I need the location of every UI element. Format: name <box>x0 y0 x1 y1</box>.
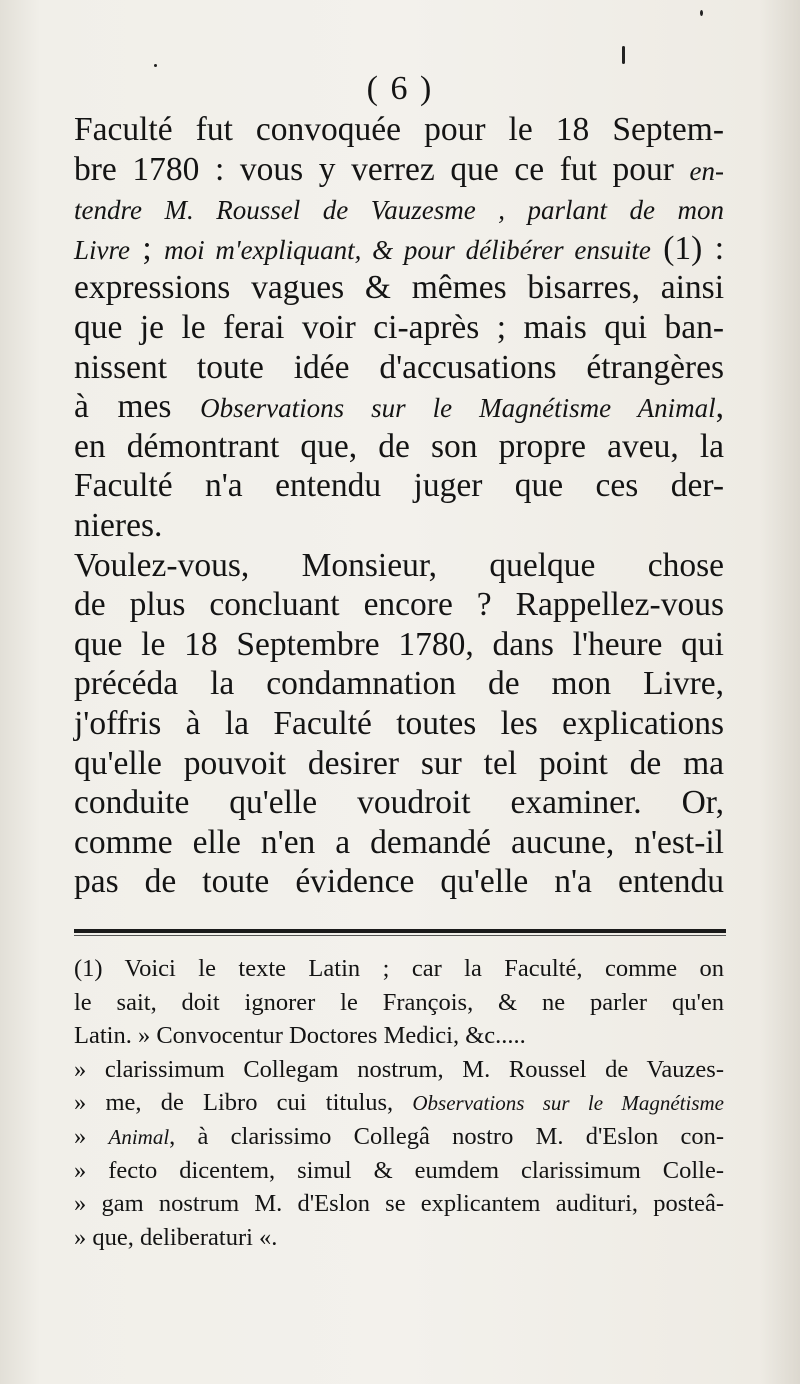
italic-text: Observations sur le Magnétisme <box>412 1091 724 1116</box>
footnote-text <box>74 952 724 1254</box>
text-segment: » fecto dicentem, simul & eumdem clarissimum Colle- <box>74 1156 724 1184</box>
footnote-line <box>74 1053 724 1087</box>
body-line <box>74 348 724 388</box>
italic-text: moi m'expliquant, & pour délibérer ensuite <box>164 234 651 265</box>
text-segment: qu'elle pouvoit desirer sur tel point de ma <box>74 744 724 782</box>
text-segment: conduite qu'elle voudroit examiner. Or, <box>74 784 724 822</box>
text-segment: à mes <box>74 388 201 426</box>
footnote-rule-thin <box>74 935 726 936</box>
body-line <box>74 783 724 823</box>
text-segment: comme elle n'en a demandé aucune, n'est-il <box>74 823 724 861</box>
body-line <box>74 625 724 665</box>
footnote-line <box>74 952 724 986</box>
body-line <box>74 506 724 546</box>
text-segment: de plus concluant encore ? Rappellez-vous <box>74 586 724 624</box>
ink-speck <box>622 46 625 64</box>
body-line <box>74 387 724 427</box>
text-segment: » gam nostrum M. d'Eslon se explicantem audituri, posteâ- <box>74 1190 724 1218</box>
text-segment: Latin. » Convocentur Doctores Medici, &c..... <box>74 1022 526 1050</box>
body-line <box>74 664 724 704</box>
body-line <box>74 823 724 863</box>
body-line <box>74 189 724 229</box>
text-segment: que le 18 Septembre 1780, dans l'heure qui <box>74 625 724 663</box>
footnote-line <box>74 986 724 1020</box>
text-segment: » que, deliberaturi «. <box>74 1223 278 1251</box>
footnote-line <box>74 1187 724 1221</box>
ink-speck <box>154 64 157 67</box>
footnote-line <box>74 1019 724 1053</box>
text-segment: ; <box>130 229 165 267</box>
italic-text: tendre M. Roussel de Vauzesme , parlant de mon <box>74 195 724 226</box>
text-segment: , <box>715 388 724 426</box>
text-segment: en démontrant que, de son propre aveu, la <box>74 427 724 465</box>
body-line <box>74 585 724 625</box>
text-segment: » <box>74 1122 109 1150</box>
footnote-rule <box>74 929 726 933</box>
ink-speck <box>700 10 703 16</box>
text-segment: nissent toute idée d'accusations étrangères <box>74 348 724 386</box>
text-segment: » clarissimum Collegam nostrum, M. Roussel de Vauzes- <box>74 1055 724 1083</box>
body-line <box>74 150 724 190</box>
body-line <box>74 268 724 308</box>
text-segment: le sait, doit ignorer le François, & ne parler qu'en <box>74 988 724 1016</box>
body-line <box>74 427 724 467</box>
text-segment: Voulez-vous, Monsieur, quelque chose <box>74 546 724 584</box>
body-line <box>74 704 724 744</box>
text-segment: nieres. <box>74 506 163 544</box>
body-line <box>74 466 724 506</box>
footnote-line <box>74 1120 724 1154</box>
text-segment: » me, de Libro cui titulus, <box>74 1089 413 1117</box>
text-segment: expressions vagues & mêmes bisarres, ainsi <box>74 269 724 307</box>
italic-text: Livre <box>74 234 130 265</box>
footnote-line <box>74 1086 724 1120</box>
footnote-line <box>74 1154 724 1188</box>
text-segment: Faculté n'a entendu juger que ces der- <box>74 467 724 505</box>
body-text <box>74 110 724 902</box>
body-line <box>74 546 724 586</box>
text-segment: , à clarissimo Collegâ nostro M. d'Eslon con- <box>169 1122 724 1150</box>
body-line <box>74 110 724 150</box>
body-line <box>74 229 724 269</box>
text-segment: pas de toute évidence qu'elle n'a entendu <box>74 863 724 901</box>
text-segment: (1) : <box>650 229 725 267</box>
italic-text: Observations sur le Magnétisme Animal <box>200 393 716 424</box>
text-segment: que je le ferai voir ci-après ; mais qui ban- <box>74 308 724 346</box>
text-segment: bre 1780 : vous y verrez que ce fut pour <box>74 150 690 188</box>
page-number: ( 6 ) <box>366 70 434 107</box>
text-segment: précéda la condamnation de mon Livre, <box>74 665 724 703</box>
text-segment: (1) Voici le texte Latin ; car la Faculté, comme on <box>74 955 724 982</box>
text-segment: j'offris à la Faculté toutes les explications <box>74 704 724 742</box>
italic-text: en- <box>689 155 724 186</box>
italic-text: Animal <box>108 1124 170 1149</box>
body-line <box>74 744 724 784</box>
body-line <box>74 308 724 348</box>
text-segment: Faculté fut convoquée pour le 18 Septem- <box>74 111 724 148</box>
body-line <box>74 862 724 902</box>
footnote-line <box>74 1221 724 1255</box>
